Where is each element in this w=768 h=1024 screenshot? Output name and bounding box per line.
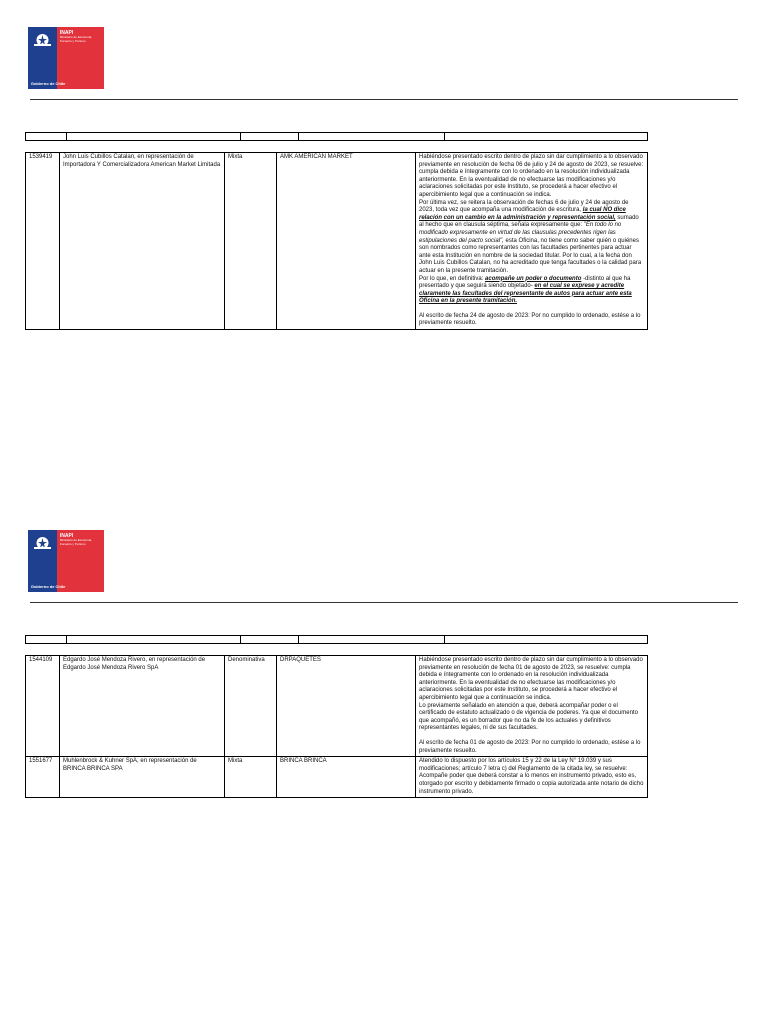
resolution-paragraph: Al escrito de fecha 24 de agosto de 2023: Por no cumplido lo ordenado, estése a lo previamente resuelto. (419, 312, 641, 327)
table-row (26, 153, 648, 330)
chile-coat-of-arms-icon (32, 534, 53, 552)
table-header (25, 635, 648, 644)
resolution-paragraph: Al escrito de fecha 01 de agosto de 2023: Por no cumplido lo ordenado, estése a lo previamente resuelto. (419, 739, 641, 754)
resolution-paragraph: Habiéndose presentado escrito dentro de plazo sin dar cumplimiento a lo observado previamente en resolución de fecha 01 de agosto de 2023, se resuelve: cumpla debida e íntegramente con lo ordenado en la resolución individualizada anteriormente. En la eventualidad de no efectuarse las modificaciones y/o aclaraciones solicitadas por este Instituto, se procederá a hacer efectivo el apercibimiento legal que a continuación se indica. (419, 657, 643, 701)
logo-government: Gobierno de Chile (30, 81, 66, 86)
logo-ministry: Ministerio de Economía, Fomento y Turismo (59, 538, 93, 546)
application-number: 1539419 (26, 153, 60, 330)
resolution-paragraph: Atendido lo dispuesto por los artículos 15 y 22 de la Ley N° 19.039 y sus modificaciones; artículo 7 letra c) del Reglamento de la citada ley, se resuelve: Acompañe poder que deberá constar a lo menos en instrumento privado, esto es, otorgado por escrito y debidamente firmado o copia autorizada ante notario de dicho instrumento privado. (419, 758, 644, 795)
applicant: Edgardo José Mendoza Rivero, en representación de Edgardo José Mendoza Rivero SpA (60, 656, 225, 757)
logo-ministry: Ministerio de Economía, Fomento y Turismo (59, 35, 93, 43)
inapi-logo (28, 530, 104, 592)
mark-name: BRINCA BRINCA (277, 757, 416, 798)
table-row (26, 757, 648, 798)
header-rule (30, 99, 738, 100)
mark-name: DRPAQUETES (277, 656, 416, 757)
resolutions-table (25, 152, 648, 330)
resolution-text (416, 757, 648, 798)
applicant: John Luis Cubillos Catalan, en representación de Importadora Y Comercializadora American Market Limitada (60, 153, 225, 330)
logo-brand: INAPI (59, 30, 74, 36)
mark-type: Mixta (225, 153, 277, 330)
table-header (25, 132, 648, 141)
resolution-paragraph: Habiéndose presentado escrito dentro de plazo sin dar cumplimiento a lo observado previamente en resolución de fecha 06 de julio y 24 de agosto de 2023, se resuelve: cumpla debida e íntegramente con lo ordenado en la resolución individualizada anteriormente. En la eventualidad de no efectuarse las modificaciones y/o aclaraciones solicitadas por este Instituto, se procederá a hacer efectivo el apercibimiento legal que a continuación se indica. (419, 154, 644, 198)
resolution-text (416, 656, 648, 757)
mark-name: AMK AMERICAN MARKET (277, 153, 416, 330)
applicant: Muhlenbrock & Kuhner SpA, en representación de BRINCA BRINCA SPA (60, 757, 225, 798)
resolution-paragraph: Por lo que, en definitiva: acompañe un poder o documento -distinto al que ha presentado y que seguirá siendo objetado- en el cual se exprese y acredite claramente las facultades del representante de autos para actuar ante esta Oficina en la presente tramitación. (419, 275, 632, 305)
resolution-paragraph: Por última vez, se reitera la observación de fechas 6 de julio y 24 de agosto de 2023, toda vez que acompaña una modificación de escritura, la cual NO dice relación con un cambio en la administración y representación social, sumado al hecho que en clausula séptima, señala expresamente que: "En todo lo no modificado expresamente en virtud de las clausulas precedentes rigen las estipulaciones del pacto social", esta Oficina, no tiene como saber quién o quiénes son nombrados como representantes con las facultades pertinentes para actuar ante esta Institución en nombre de la sociedad titular. Por lo cual, a la fecha don John Luis Cubillos Catalan, no ha acreditado que tenga facultades o la calidad para actuar en la presente tramitación. (419, 199, 642, 274)
header-rule (30, 602, 738, 603)
resolution-text (416, 153, 648, 330)
mark-type: Denominativa (225, 656, 277, 757)
logo-government: Gobierno de Chile (30, 584, 66, 589)
application-number: 1551677 (26, 757, 60, 798)
mark-type: Mixta (225, 757, 277, 798)
table-row (26, 656, 648, 757)
chile-coat-of-arms-icon (32, 31, 53, 49)
application-number: 1544109 (26, 656, 60, 757)
logo-brand: INAPI (59, 533, 74, 539)
resolutions-table (25, 655, 648, 798)
inapi-logo (28, 27, 104, 89)
resolution-paragraph: Lo previamente señalado en atención a que, deberá acompañar poder o el certificado de estatuto actualizado o de vigencia de poderes. Ya que el documento que acompañó, es un borrador que no da fe de los actuales y definitivos representantes legales, ni de sus facultades. (419, 702, 638, 732)
